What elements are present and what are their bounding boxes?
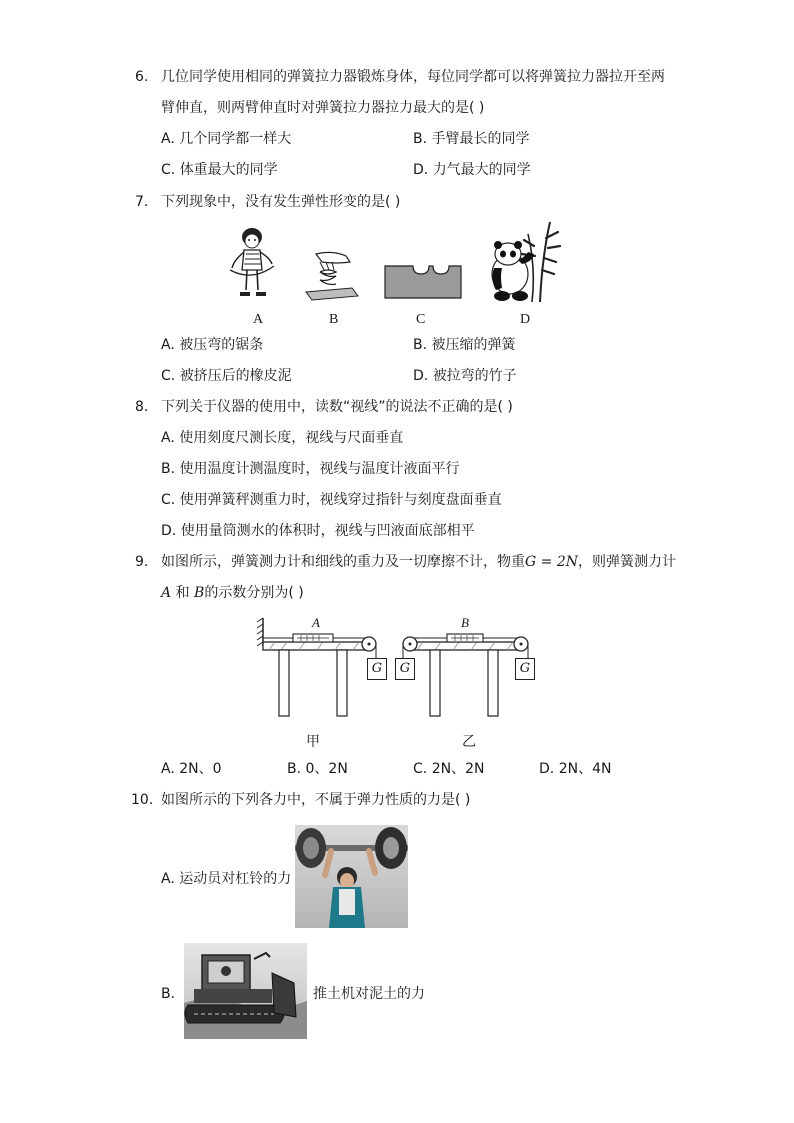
option-text: 力气最大的同学 — [432, 162, 531, 178]
option-key: C. — [161, 162, 176, 178]
stem-text: ，则弹簧测力计 — [577, 554, 676, 570]
q9-option-c[interactable] — [413, 759, 484, 779]
q9-option-b[interactable] — [287, 759, 348, 779]
weightlifter-photo — [295, 825, 408, 928]
figure-caption-yi: 乙 — [462, 734, 476, 750]
bulldozer-photo — [184, 943, 307, 1039]
option-key: A. — [161, 430, 175, 446]
option-text: 被压弯的锯条 — [179, 337, 264, 353]
figure-label-d: D — [520, 312, 531, 327]
scale-b-ref: B — [194, 585, 205, 601]
q6-option-a[interactable] — [161, 129, 291, 149]
q10-option-a[interactable] — [161, 869, 291, 889]
question-6-stem-line-2: 臂伸直，则两臂伸直时对弹簧拉力器拉力最大的是( ) — [161, 100, 485, 116]
scale-a-ref: A — [161, 585, 172, 601]
stem-text: 如图所示，弹簧测力计和细线的重力及一切摩擦不计，物重 — [161, 554, 525, 570]
weight-box-left: G — [367, 658, 387, 680]
figure-label-c: C — [416, 312, 426, 327]
q7-option-b[interactable] — [413, 335, 516, 355]
question-6-number: 6. — [135, 69, 149, 85]
option-text: 2N、4N — [558, 761, 612, 777]
scale-b-label: B — [461, 615, 469, 630]
option-key: D. — [161, 523, 177, 539]
scale-a-label: A — [312, 615, 320, 630]
option-key: C. — [161, 368, 176, 384]
figure-label-b: B — [329, 312, 339, 327]
q8-option-b[interactable] — [161, 459, 460, 479]
option-text: 被拉弯的竹子 — [432, 368, 517, 384]
option-text: 被挤压后的橡皮泥 — [179, 368, 292, 384]
q6-option-d[interactable] — [413, 160, 531, 180]
figure-caption-jia: 甲 — [306, 734, 320, 750]
question-9-stem-line-1 — [161, 552, 676, 572]
option-key: B. — [413, 131, 428, 147]
option-key: C. — [413, 761, 428, 777]
hand-pressing-spring-figure — [302, 248, 360, 304]
apparatus-left — [257, 618, 376, 716]
question-7-number: 7. — [135, 194, 149, 210]
question-10-stem: 如图所示的下列各力中，不属于弹力性质的力是( ) — [161, 792, 471, 808]
option-text: 运动员对杠铃的力 — [179, 871, 292, 887]
weight-box-right-a: G — [395, 658, 415, 680]
question-8-stem: 下列关于仪器的使用中，读数“视线”的说法不正确的是( ) — [161, 399, 513, 415]
option-key: A. — [161, 761, 175, 777]
q8-option-a[interactable] — [161, 428, 403, 448]
option-text: 体重最大的同学 — [179, 162, 278, 178]
option-text: 0、2N — [305, 761, 348, 777]
stem-text: 的示数分别为( ) — [204, 585, 304, 601]
q7-option-a[interactable] — [161, 335, 263, 355]
q6-option-c[interactable] — [161, 160, 278, 180]
figure-label-a: A — [253, 312, 264, 327]
weight-formula: G = 2N — [525, 554, 578, 570]
q10-option-b-text[interactable]: 推土机对泥土的力 — [313, 986, 425, 1002]
apparatus-right — [403, 634, 528, 716]
question-6-stem-line-1: 几位同学使用相同的弹簧拉力器锻炼身体，每位同学都可以将弹簧拉力器拉开至两 — [161, 69, 665, 85]
boy-bending-saw-figure — [226, 224, 282, 304]
option-key: A. — [161, 131, 175, 147]
option-key: B. — [287, 761, 302, 777]
question-10-number: 10. — [131, 792, 154, 808]
option-text: 被压缩的弹簧 — [431, 337, 516, 353]
option-key: A. — [161, 337, 175, 353]
q9-option-a[interactable] — [161, 759, 222, 779]
option-text: 几个同学都一样大 — [179, 131, 292, 147]
option-text: 手臂最长的同学 — [431, 131, 530, 147]
weight-box-right-b: G — [515, 658, 535, 680]
q8-option-c[interactable] — [161, 490, 502, 510]
plasticine-block-figure — [383, 262, 463, 302]
option-key: A. — [161, 871, 175, 887]
option-text: 使用刻度尺测长度，视线与尺面垂直 — [179, 430, 404, 446]
panda-bamboo-figure — [488, 218, 562, 304]
option-key: D. — [413, 368, 429, 384]
question-8-number: 8. — [135, 399, 149, 415]
option-key: D. — [413, 162, 429, 178]
option-key: C. — [161, 492, 176, 508]
option-key: B. — [413, 337, 428, 353]
question-7-stem: 下列现象中，没有发生弹性形变的是( ) — [161, 194, 401, 210]
q6-option-b[interactable] — [413, 129, 530, 149]
option-text: 2N、0 — [179, 761, 222, 777]
option-text: 2N、2N — [431, 761, 485, 777]
stem-text: 和 — [175, 585, 190, 601]
q10-option-b-key[interactable]: B. — [161, 986, 176, 1002]
option-key: D. — [539, 761, 555, 777]
option-text: 使用量筒测水的体积时，视线与凹液面底部相平 — [180, 523, 475, 539]
option-text: 使用弹簧秤测重力时，视线穿过指针与刻度盘面垂直 — [179, 492, 502, 508]
q8-option-d[interactable] — [161, 521, 475, 541]
question-9-stem-line-2 — [161, 583, 304, 603]
q7-option-c[interactable] — [161, 366, 292, 386]
option-key: B. — [161, 461, 176, 477]
q7-option-d[interactable] — [413, 366, 517, 386]
question-9-number: 9. — [135, 554, 149, 570]
q9-option-d[interactable] — [539, 759, 611, 779]
option-text: 使用温度计测温度时，视线与温度计液面平行 — [179, 461, 460, 477]
